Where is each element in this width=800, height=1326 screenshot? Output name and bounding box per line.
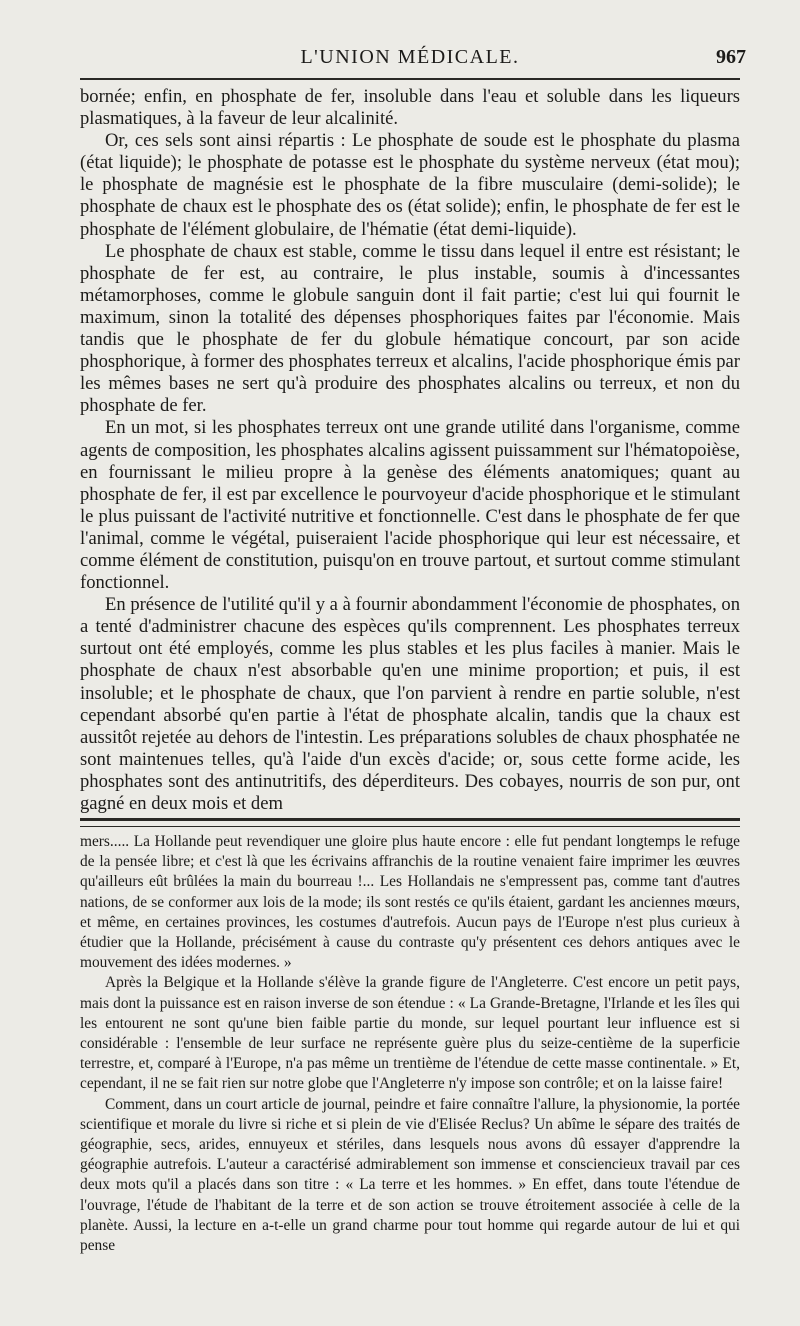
paragraph: Le phosphate de chaux est stable, comme le tissu dans lequel il entre est résistant; le phosphate de fer est, au contraire, le plus instable, soumis à d'incessantes métamorphoses, comme le globule sanguin dont il fait partie; c'est lui qui fournit le maximum, sinon la totalité des dépenses phosphoriques faites par l'économie. Mais tandis que le phosphate de fer du globule hématique concourt, par son acide phosphorique, à former des phosphates terreux et alcalins, l'acide phosphorique émis par les mêmes bases ne sert qu'à produire des phosphates alcalins ou terreux, et non du phosphate de fer. (80, 240, 740, 417)
feuilleton-paragraph: Comment, dans un court article de journal, peindre et faire connaître l'allure, la physionomie, la portée scientifique et morale du livre si riche et si plein de vie d'Elisée Reclus? Un abîme le sépare des traités de géographie, secs, arides, ennuyeux et stériles, dans lesquels nous avons dû essayer d'apprendre la géographie autrefois. L'auteur a caractérisé admirablement son immense et consciencieux travail par ces deux mots qu'il a placés dans son titre : « La terre et les hommes. » En effet, dans toute l'étendue de l'ouvrage, l'étude de l'habitant de la terre et de son action se trouve étroitement associée à celle de la planète. Aussi, la lecture en a-t-elle un grand charme pour tout homme qui regarde autour de lui et qui pense (80, 1095, 740, 1255)
running-title: L'UNION MÉDICALE. (300, 46, 520, 68)
feuilleton-paragraph: Après la Belgique et la Hollande s'élève la grande figure de l'Angleterre. C'est encore un petit pays, mais dont la puissance est en raison inverse de son étendue : « La Grande-Bretagne, l'Irlande et les îles qui les entourent ne sont qu'une bien faible partie du monde, sur lequel pourtant leur influence est si considérable : l'ensemble de leur surface ne représente guère plus du seize-centième de la superficie terrestre, et, comparé à l'Europe, n'a pas même un trentième de l'étendue de cette masse continentale. » Et, cependant, il ne se fait rien sur notre globe que l'Angleterre n'y impose son contrôle; et on la laisse faire! (80, 974, 740, 1093)
feuilleton-section (80, 832, 740, 1256)
paragraph: bornée; enfin, en phosphate de fer, insoluble dans l'eau et soluble dans les liqueurs plasmatiques, à la faveur de leur alcalinité. (80, 86, 740, 130)
page-number: 967 (716, 46, 746, 68)
paragraph: En un mot, si les phosphates terreux ont une grande utilité dans l'organisme, comme agents de composition, les phosphates alcalins agissent puissamment sur l'hématopoièse, en fournissant le milieu propre à la genèse des éléments anatomiques; quant au phosphate de fer, il est par excellence le pourvoyeur d'acide phosphorique et le stimulant le plus puissant de l'activité nutritive et fonctionnelle. C'est dans le phosphate de fer que l'animal, comme le végétal, puiseraient l'acide phosphorique qui leur est nécessaire, et comme élément de constitution, puisqu'on en trouve partout, et surtout comme stimulant fonctionnel. (80, 417, 740, 594)
feuilleton-separator-thin (80, 826, 740, 827)
header-rule (80, 78, 740, 80)
page-header (80, 46, 746, 76)
paragraph: En présence de l'utilité qu'il y a à fournir abondamment l'économie de phosphates, on a tenté d'administrer chacune des espèces qu'ils comprennent. Les phosphates terreux surtout ont été employés, comme les plus stables et les plus faciles à manier. Mais le phosphate de chaux n'est absorbable qu'en une minime proportion; et puis, il est insoluble; et le phosphate de chaux, que l'on parvient à rendre en partie soluble, n'est cependant absorbé qu'en partie à l'état de phosphate alcalin, tandis que la chaux est aussitôt rejetée au dehors de l'intestin. Les préparations solubles de chaux phosphatée ne sont maintenues telles, qu'à l'aide d'un excès d'acide; or, sous cette forme acide, les phosphates sont des antinutritifs, des déperditeurs. Des cobayes, nourris de son pur, ont gagné en deux mois et dem (80, 594, 740, 814)
main-article (80, 86, 740, 815)
paragraph: Or, ces sels sont ainsi répartis : Le phosphate de soude est le phosphate du plasma (état liquide); le phosphate de potasse est le phosphate du système nerveux (état mou); le phosphate de magnésie est le phosphate de la fibre musculaire (demi-solide); le phosphate de chaux est le phosphate des os (état solide); enfin, le phosphate de fer est le phosphate de l'élément globulaire, de l'hématie (état demi-liquide). (80, 130, 740, 240)
feuilleton-separator (80, 818, 740, 821)
feuilleton-paragraph: mers..... La Hollande peut revendiquer une gloire plus haute encore : elle fut pendant longtemps le refuge de la pensée libre; et c'est là que les écrivains affranchis de la routine venaient faire imprimer les œuvres qu'ailleurs eût brûlées la main du bourreau !... Les Hollandais ne s'empressent pas, comme tant d'autres nations, de se conformer aux lois de la mode; ils sont restés ce qu'ils étaient, gardant les anciennes mœurs, et même, en certaines provinces, les costumes d'autrefois. Aucun pays de l'Europe n'est plus curieux à étudier que la Hollande, précisément à cause du contraste qu'y présentent ces dehors antiques avec le mouvement des idées modernes. » (80, 833, 740, 972)
